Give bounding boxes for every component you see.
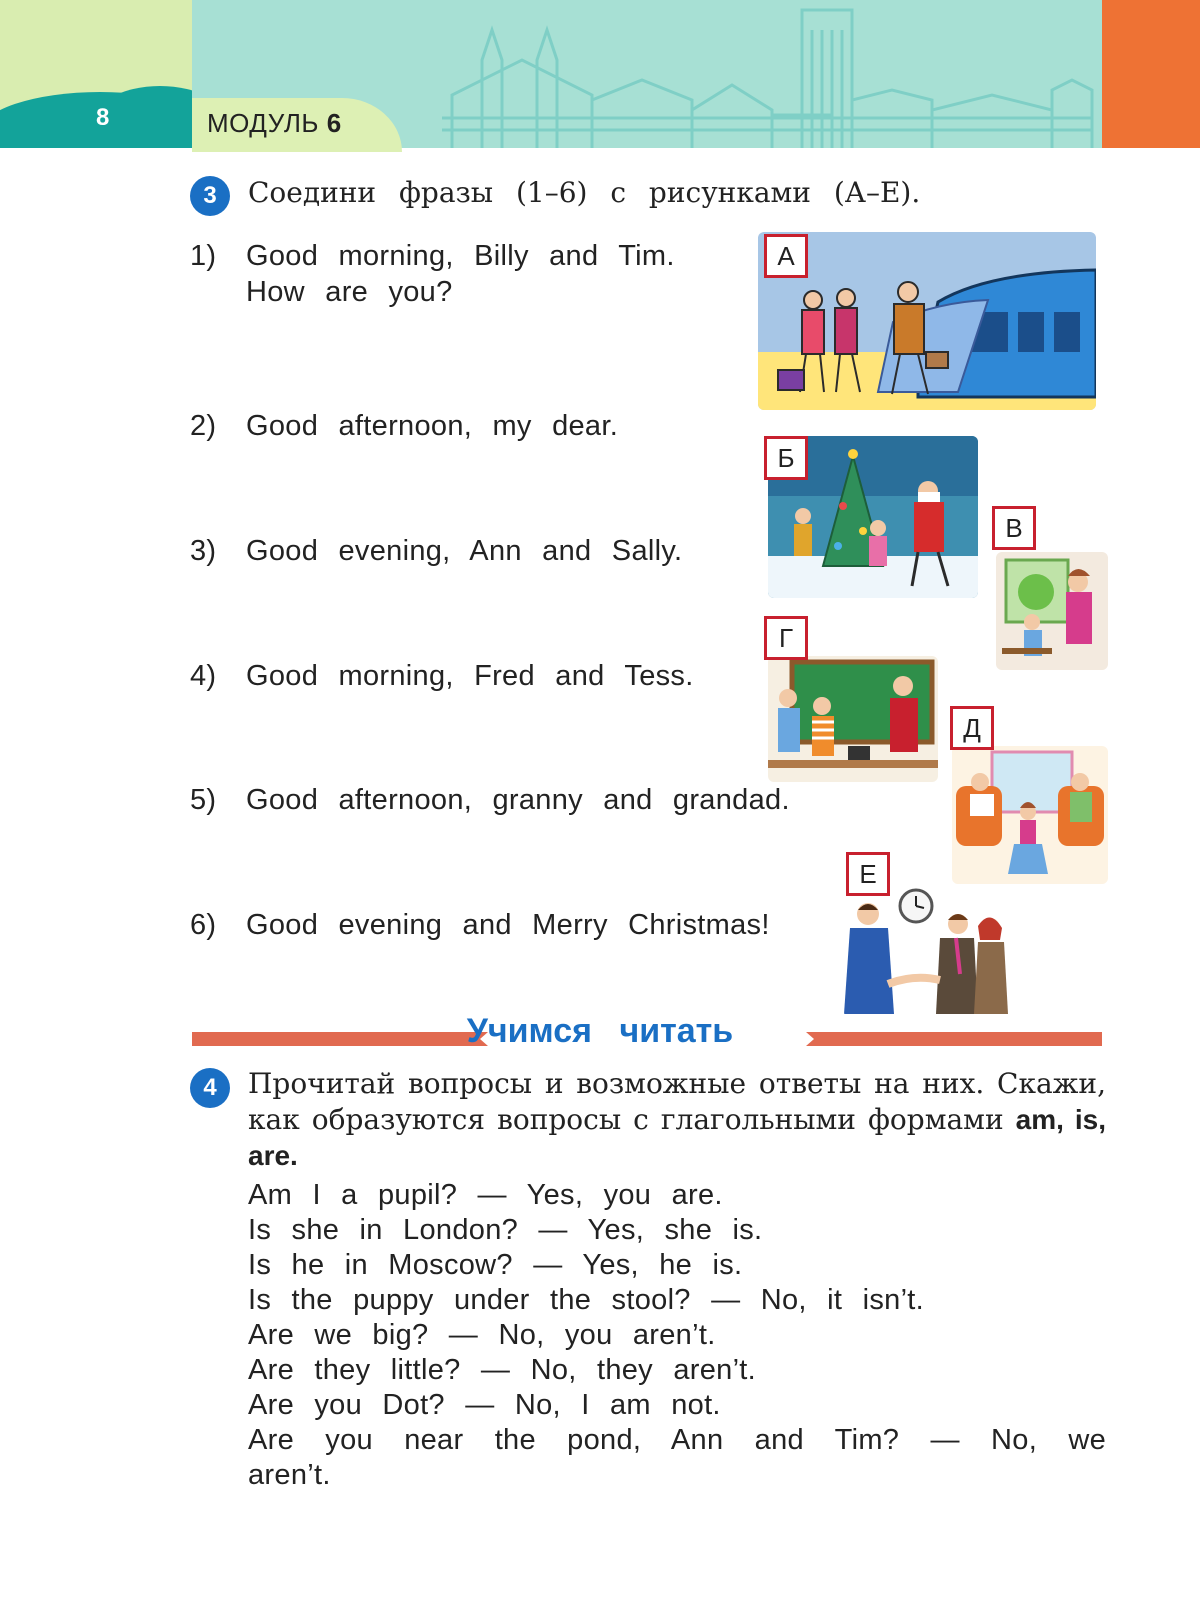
phrase-2 [190, 408, 618, 444]
phrase-text [246, 238, 675, 310]
instruction-bold-verbs: am, is, are. [248, 1104, 1106, 1171]
dialogue-line: aren’t. [248, 1459, 331, 1491]
phrase-number: 3) [190, 535, 217, 567]
picture-label-a: А [764, 234, 808, 278]
phrase-text: Good evening, Ann and Sally. [246, 535, 683, 567]
exercise-number-3: 3 [190, 176, 230, 216]
phrase-text: Good evening and Merry Christmas! [246, 909, 770, 941]
header-orange-tab [1102, 0, 1200, 148]
phrase-1 [190, 238, 675, 310]
handshake-illustration [844, 884, 1014, 1018]
phrase-5 [190, 782, 790, 818]
picture-e-handshake [844, 884, 1014, 1018]
grandparents-illustration [952, 746, 1108, 884]
phrase-line: How are you? [246, 276, 453, 308]
phrase-text: Good afternoon, my dear. [246, 410, 619, 442]
phrase-number: 5) [190, 784, 217, 816]
dialogue-line: Is he in Moscow? — Yes, he is. [248, 1249, 743, 1281]
picture-label-d: Д [950, 706, 994, 750]
instruction-text: Прочитай вопросы и возможные ответы на них. Скажи, как образуются вопросы с глагольными формами [248, 1067, 1106, 1136]
mother-child-illustration [996, 552, 1108, 670]
module-word: МОДУЛЬ [207, 108, 319, 138]
dialogue-line: Are we big? — No, you aren’t. [248, 1319, 716, 1351]
classroom-illustration [768, 656, 938, 782]
picture-label-v: В [992, 506, 1036, 550]
picture-label-e: Е [846, 852, 890, 896]
phrase-line: Good morning, Billy and Tim. [246, 240, 675, 272]
picture-a-station [758, 232, 1096, 410]
exercise-4-dialogue [248, 1178, 1108, 1493]
module-label [207, 108, 342, 139]
module-number: 6 [326, 108, 342, 138]
picture-g-classroom [768, 656, 938, 782]
picture-d-grandparents [952, 746, 1108, 884]
train-station-illustration [758, 232, 1096, 410]
phrase-number: 6) [190, 909, 217, 941]
phrase-text: Good afternoon, granny and grandad. [246, 784, 790, 816]
phrase-text: Good morning, Fred and Tess. [246, 660, 694, 692]
phrase-number: 2) [190, 410, 217, 442]
dialogue-line: Are you Dot? — No, I am not. [248, 1389, 721, 1421]
phrase-number: 1) [190, 240, 217, 272]
page-header [0, 0, 1200, 148]
picture-v-window [996, 552, 1108, 670]
exercise-4-instruction [248, 1066, 1106, 1174]
phrase-6 [190, 907, 770, 943]
phrase-3 [190, 533, 682, 569]
dialogue-line: Are you near the pond, Ann and Tim? — No, we [248, 1424, 1106, 1456]
dialogue-line: Is she in London? — Yes, she is. [248, 1214, 763, 1246]
picture-label-g: Г [764, 616, 808, 660]
section-title: Учимся читать [466, 1012, 734, 1050]
picture-label-b: Б [764, 436, 808, 480]
phrase-number: 4) [190, 660, 217, 692]
phrase-4 [190, 658, 694, 694]
exercise-3-instruction: Соедини фразы (1–6) с рисунками (А–Е). [248, 176, 921, 209]
exercise-number-4: 4 [190, 1068, 230, 1108]
dialogue-line: Is the puppy under the stool? — No, it isn’t. [248, 1284, 925, 1316]
page-number: 8 [96, 104, 110, 131]
dialogue-line: Are they little? — No, they aren’t. [248, 1354, 757, 1386]
dialogue-line: Am I a pupil? — Yes, you are. [248, 1179, 723, 1211]
